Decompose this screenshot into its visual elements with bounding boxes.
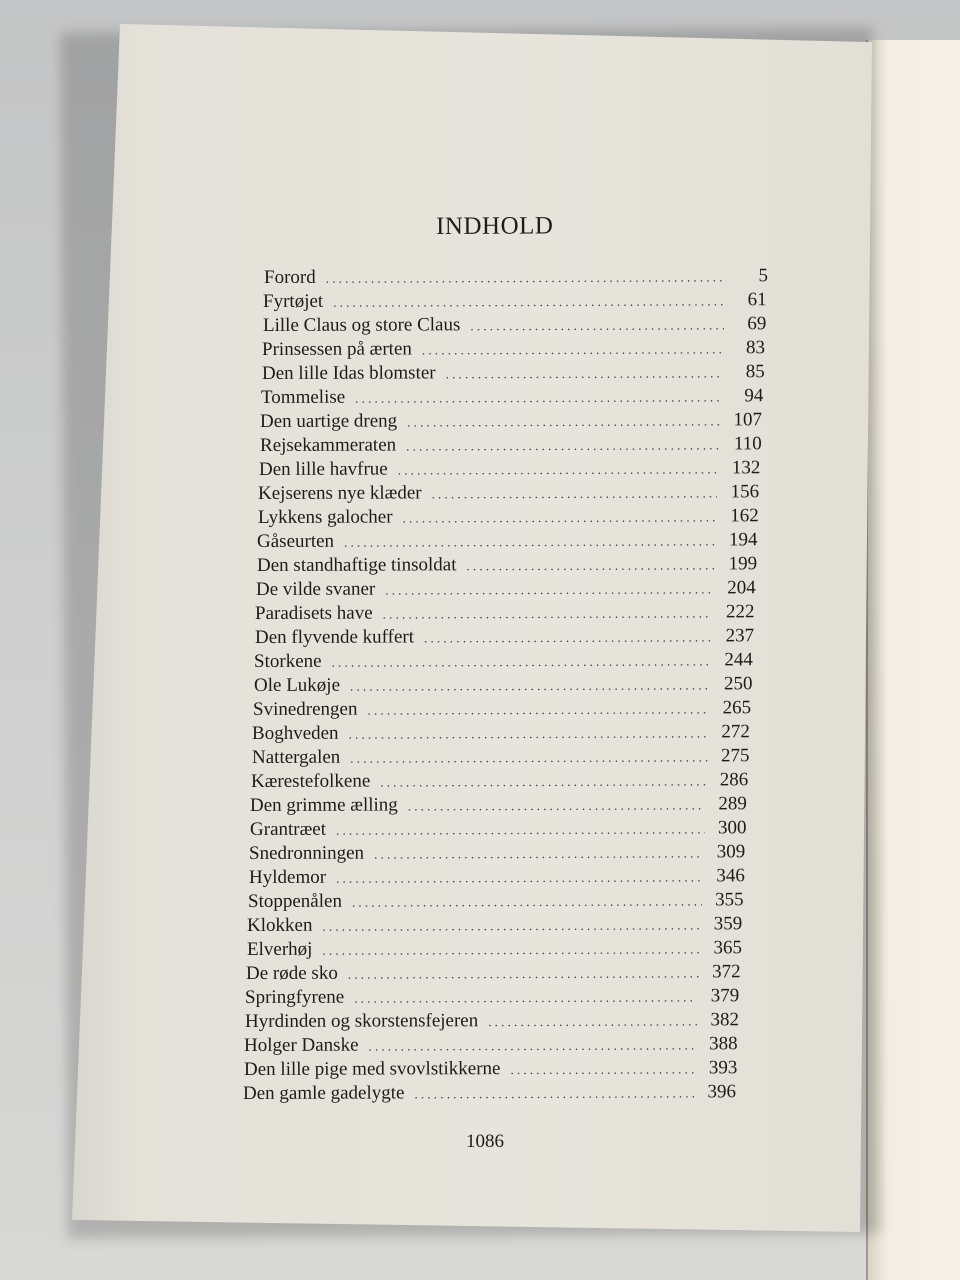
toc-entry-title: Klokken [247, 914, 313, 936]
toc-entry-title: Rejsekammeraten [259, 434, 396, 456]
toc-entry-page: 222 [726, 601, 755, 623]
toc-entry-page: 244 [724, 649, 753, 671]
toc-entry-title: Lille Claus og store Claus [262, 314, 461, 336]
toc-entry [261, 360, 764, 386]
toc-entry [244, 1032, 738, 1058]
dot-leader [349, 721, 708, 746]
toc-entry-page: 237 [725, 625, 754, 647]
toc-entry-page: 272 [721, 721, 751, 743]
dot-leader [323, 913, 701, 938]
toc-entry-title: Storkene [254, 650, 322, 672]
toc-entry-title: Elverhøj [246, 938, 313, 960]
toc-entry-page: 107 [733, 409, 763, 431]
toc-entry-title: Den lille havfrue [259, 458, 388, 480]
toc-entry-title: Boghveden [252, 722, 339, 744]
toc-entry-page: 156 [730, 481, 760, 503]
toc-entry [247, 912, 742, 938]
toc-entry [248, 888, 744, 914]
toc-entry-title: Springfyrene [245, 986, 345, 1008]
toc-entry [258, 480, 759, 506]
dot-leader [398, 457, 719, 482]
dot-leader [402, 505, 716, 530]
toc-entry-page: 388 [709, 1033, 738, 1055]
toc-entry-page: 355 [714, 889, 744, 911]
toc-entry-title: Kærestefolkene [250, 770, 371, 792]
toc-entry-page: 132 [731, 457, 761, 479]
dot-leader [350, 745, 707, 770]
toc-entry [255, 624, 754, 650]
toc-entry [249, 864, 745, 890]
toc-entry [250, 792, 747, 818]
toc-entry [252, 720, 750, 746]
toc-entry-title: Stoppenålen [247, 890, 342, 912]
dot-leader [352, 889, 702, 914]
toc-entry-page: 365 [713, 937, 742, 959]
toc-entry-page: 382 [710, 1009, 739, 1031]
toc-entry [246, 960, 741, 986]
toc-entry [263, 312, 766, 338]
toc-entry-page: 393 [708, 1057, 737, 1079]
toc-entry [261, 384, 763, 410]
toc-entry [259, 456, 760, 482]
toc-entry-title: Den standhaftige tinsoldat [256, 554, 457, 576]
toc-entry-title: Lykkens galocher [257, 506, 393, 528]
toc-entry-page: 162 [730, 505, 759, 527]
toc-entry-title: Den lille Idas blomster [261, 362, 436, 384]
toc-entry-title: Den gamle gadelygte [242, 1082, 405, 1104]
toc-entry-page: 346 [715, 865, 745, 887]
toc-entry-page: 286 [719, 769, 749, 791]
toc-entry-page: 289 [718, 793, 748, 815]
dot-leader [367, 697, 709, 722]
toc-entry-title: Hyrdinden og skorstensfejeren [244, 1010, 479, 1032]
toc-entry [245, 984, 739, 1010]
dot-leader [488, 1009, 697, 1034]
toc-entry-title: Grantræet [249, 818, 326, 840]
dot-leader [510, 1057, 695, 1082]
dot-leader [374, 841, 703, 866]
dot-leader [369, 1033, 696, 1058]
toc-entry [256, 576, 756, 602]
toc-entry-page: 250 [723, 673, 753, 695]
toc-entry-title: Forord [263, 266, 316, 288]
toc-entry [254, 648, 753, 674]
toc-entry-title: Gåseurten [257, 530, 335, 552]
toc-entry-page: 204 [727, 577, 756, 599]
toc-entry-page: 379 [711, 985, 740, 1007]
toc-entry [253, 672, 752, 698]
page-title: INDHOLD [436, 212, 554, 240]
dot-leader [349, 673, 710, 698]
dot-leader [332, 649, 711, 674]
toc-entry-page: 94 [744, 385, 764, 407]
toc-entry-page: 275 [720, 745, 750, 767]
toc-entry-title: Paradisets have [255, 602, 374, 624]
dot-leader [355, 385, 721, 410]
toc-entry-page: 61 [748, 289, 768, 311]
toc-entry [264, 264, 768, 290]
toc-entry [262, 336, 765, 362]
toc-entry-title: Svinedrengen [252, 698, 358, 720]
dot-leader [336, 817, 705, 842]
toc-entry-page: 85 [745, 361, 765, 383]
toc-entry-page: 194 [729, 529, 758, 551]
toc-entry-page: 300 [717, 817, 747, 839]
toc-entry-page: 83 [746, 337, 766, 359]
toc-entry-title: Ole Lukøje [253, 674, 340, 696]
toc-entry-page: 265 [722, 697, 752, 719]
dot-leader [348, 961, 699, 986]
toc-entry [249, 840, 745, 866]
toc-entry-title: Snedronningen [249, 842, 365, 864]
dot-leader [414, 1081, 694, 1106]
toc-entry [251, 768, 748, 794]
toc-entry-page: 396 [707, 1081, 737, 1103]
dot-leader [470, 313, 724, 338]
toc-entry-title: Tommelise [260, 386, 346, 408]
toc-entry-page: 69 [747, 313, 767, 335]
toc-entry [253, 696, 751, 722]
toc-entry [258, 504, 759, 530]
toc-entry-page: 359 [714, 913, 743, 935]
toc-entry-title: Den lille pige med svovlstikkerne [243, 1058, 501, 1080]
dot-leader [466, 553, 715, 578]
dot-leader [407, 409, 720, 434]
dot-leader [432, 481, 718, 506]
toc-entry-title: Den grimme ælling [250, 794, 399, 816]
dot-leader [383, 601, 713, 626]
dot-leader [445, 361, 722, 386]
toc-entry-title: Den flyvende kuffert [254, 626, 414, 648]
toc-entry-page: 372 [712, 961, 741, 983]
toc-entry [260, 408, 762, 434]
toc-entry-title: Den uartige dreng [260, 410, 398, 432]
dot-leader [385, 577, 714, 602]
dot-leader [344, 529, 715, 554]
dot-leader [322, 937, 700, 962]
toc-entry [257, 528, 758, 554]
toc-entry [260, 432, 762, 458]
dot-leader [334, 289, 726, 314]
toc-entry [243, 1080, 736, 1106]
dot-leader [406, 433, 720, 458]
dot-leader [408, 793, 705, 818]
toc-entry-title: Nattergalen [251, 746, 340, 768]
toc-entry-title: Fyrtøjet [263, 290, 324, 312]
toc-entry-title: Holger Danske [244, 1034, 359, 1056]
toc-entry-page: 199 [728, 553, 757, 575]
toc-entry-page: 5 [758, 265, 769, 287]
toc-entry [252, 744, 750, 770]
toc-entry-title: De røde sko [246, 962, 338, 984]
page-number: 1086 [466, 1131, 504, 1152]
toc-entry [245, 1008, 739, 1034]
toc-entry [244, 1056, 737, 1082]
toc-entry [255, 600, 755, 626]
dot-leader [326, 265, 726, 290]
toc-entry [263, 288, 767, 314]
dot-leader [424, 625, 712, 650]
toc-entry-title: De vilde svaner [255, 578, 376, 600]
dot-leader [380, 769, 706, 794]
toc-entry [257, 552, 757, 578]
dot-leader [355, 985, 698, 1010]
toc-entry-page: 309 [716, 841, 746, 863]
toc-entry-title: Kejserens nye klæder [258, 482, 423, 504]
toc-entry-title: Prinsessen på ærten [262, 338, 413, 360]
toc-entry-page: 110 [733, 433, 762, 455]
toc-entry-title: Hyldemor [248, 866, 326, 888]
toc-entry [247, 936, 742, 962]
dot-leader [422, 337, 723, 362]
dot-leader [336, 865, 703, 890]
toc-entry [250, 816, 747, 842]
